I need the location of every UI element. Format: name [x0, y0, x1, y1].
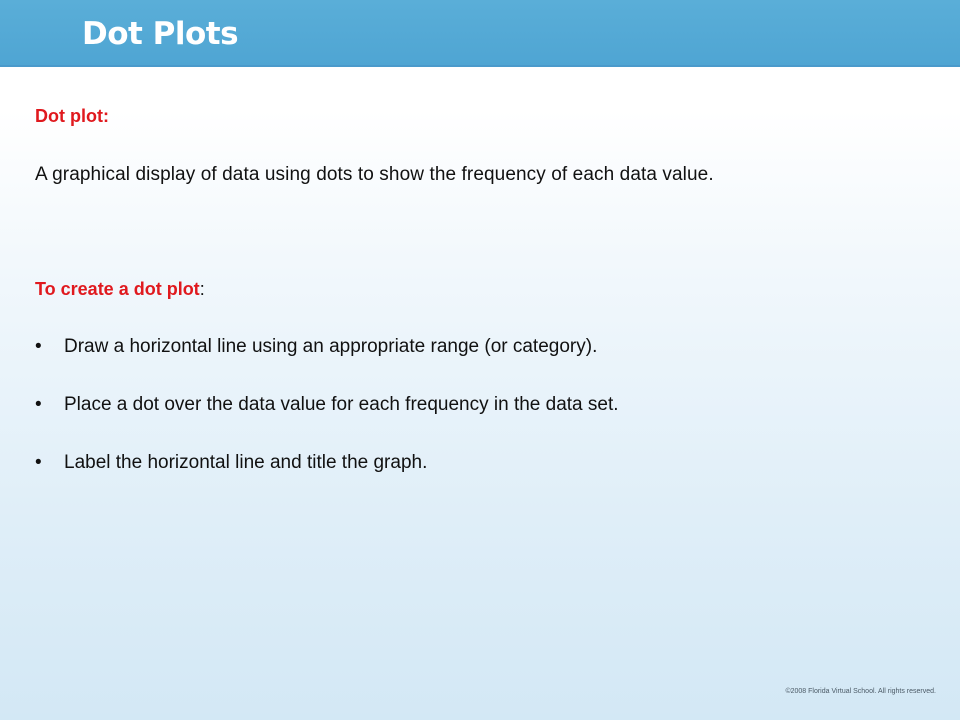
- slide-title: Dot Plots: [82, 16, 239, 52]
- bullet-marker: •: [35, 336, 42, 357]
- bullet-text: Label the horizontal line and title the graph.: [64, 452, 428, 473]
- create-heading: [35, 279, 205, 300]
- definition-text: A graphical display of data using dots to show the frequency of each data value.: [35, 164, 714, 185]
- create-heading-label: To create a dot plot: [35, 279, 200, 299]
- bullet-item: [35, 336, 597, 358]
- bullet-item: [35, 394, 619, 416]
- create-heading-colon: :: [199, 279, 205, 299]
- bullet-marker: •: [35, 452, 42, 473]
- bullet-text: Draw a horizontal line using an appropriate range (or category).: [64, 336, 598, 357]
- title-bar: [0, 0, 960, 67]
- copyright-notice: ©2008 Florida Virtual School. All rights reserved.: [785, 688, 936, 695]
- bullet-text: Place a dot over the data value for each frequency in the data set.: [64, 394, 619, 415]
- bullet-marker: •: [35, 394, 42, 415]
- definition-heading: Dot plot:: [35, 106, 109, 126]
- bullet-item: [35, 452, 427, 474]
